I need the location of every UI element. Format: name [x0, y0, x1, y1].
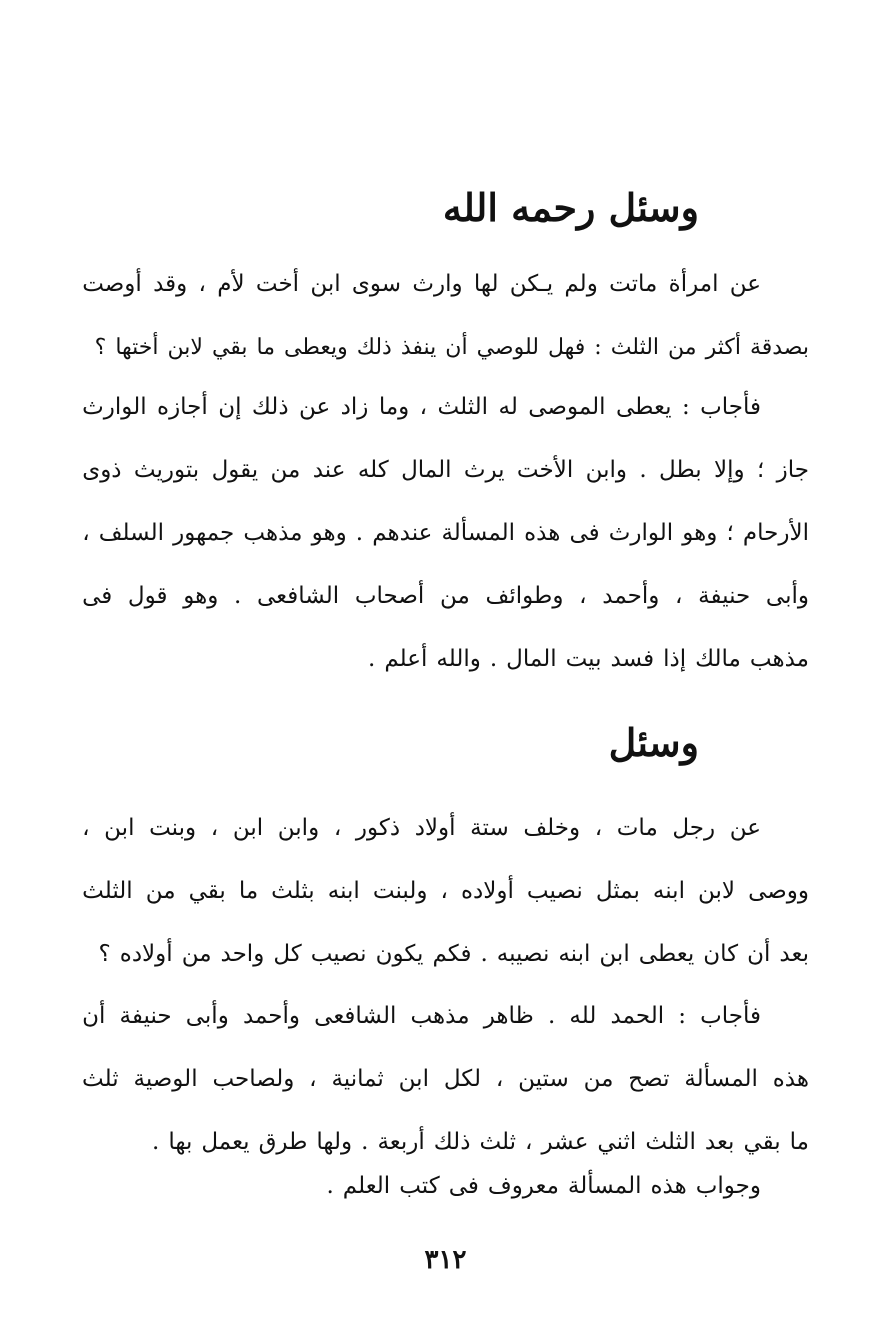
- word: ؛: [726, 520, 734, 546]
- word: لله: [569, 1003, 597, 1029]
- word: ستة: [470, 815, 509, 841]
- word: يعمل: [201, 1129, 250, 1155]
- word: له: [498, 394, 518, 420]
- word: وجواب: [695, 1173, 761, 1199]
- word: ما: [789, 1129, 809, 1155]
- word: فأجاب: [700, 1003, 761, 1029]
- word: .: [355, 520, 364, 546]
- word: أن: [445, 335, 468, 360]
- word: لها: [473, 271, 499, 297]
- word: مذهب: [243, 520, 303, 546]
- word: طرق: [258, 1129, 308, 1155]
- word: العلم: [342, 1173, 391, 1199]
- word: لابن: [698, 878, 736, 904]
- word: نصيب: [526, 878, 583, 904]
- word: قول: [127, 583, 168, 609]
- word: ،: [333, 815, 342, 841]
- section-2-closing: [82, 1155, 809, 1218]
- word: يرث: [463, 457, 505, 483]
- word: الحمد: [610, 1003, 665, 1029]
- text-line: [82, 316, 809, 379]
- word: ابنه: [327, 878, 360, 904]
- word: أجازه: [157, 394, 208, 420]
- word: بعد: [704, 1129, 735, 1155]
- word: عن: [729, 271, 761, 297]
- word: الثلث: [610, 335, 660, 360]
- word: الثلث: [437, 394, 489, 420]
- word: الثلث: [82, 878, 133, 904]
- word: ،: [210, 815, 219, 841]
- word: عن: [298, 394, 331, 420]
- word: وابن: [585, 457, 627, 483]
- word: الشافعى: [314, 1003, 397, 1029]
- page-number: ٣١٢: [424, 1245, 467, 1275]
- word: هذه: [524, 520, 561, 546]
- word: كل: [273, 941, 302, 967]
- word: حنيفة: [698, 583, 751, 609]
- word: :: [594, 335, 602, 360]
- word: بعد: [779, 941, 809, 967]
- text-line: [82, 1048, 809, 1111]
- word: ابن: [398, 1066, 429, 1092]
- word: .: [480, 941, 488, 967]
- word: يكون: [375, 941, 424, 967]
- section-1-answer: [82, 376, 809, 691]
- text-line: [82, 439, 809, 502]
- word: مالك: [695, 646, 741, 672]
- word: معروف: [487, 1173, 559, 1199]
- word: المال: [401, 457, 452, 483]
- word: أوصت: [82, 271, 142, 297]
- word: يـكن: [509, 271, 554, 297]
- word: المسألة: [441, 520, 516, 546]
- section-heading-1: وسئل رحمه الله: [442, 185, 699, 230]
- word: الموصى: [528, 394, 606, 420]
- word: مات: [616, 815, 658, 841]
- word: ذوى: [82, 457, 122, 483]
- word: وطوائف: [485, 583, 564, 609]
- word: الأخت: [516, 457, 574, 483]
- text-line: [82, 376, 809, 439]
- word: بصدقة: [749, 335, 809, 360]
- word: من: [440, 583, 470, 609]
- word: بطل: [659, 457, 702, 483]
- word: .: [547, 1003, 556, 1029]
- word: أولاد: [414, 815, 456, 841]
- word: ويعطى: [284, 335, 348, 360]
- text-line: [82, 797, 809, 860]
- word: ووصى: [748, 878, 809, 904]
- word: جاز: [776, 457, 809, 483]
- word: ولبنت: [372, 878, 428, 904]
- word: ينفذ: [400, 335, 437, 360]
- word: .: [326, 1173, 334, 1199]
- word: بقي: [188, 878, 226, 904]
- word: ولها: [316, 1129, 353, 1155]
- word: وهو: [682, 520, 718, 546]
- word: تصح: [628, 1066, 670, 1092]
- word: ابنه: [652, 878, 685, 904]
- word: .: [368, 646, 376, 672]
- word: لابن: [167, 335, 203, 360]
- word: ظاهر: [483, 1003, 534, 1029]
- word: الوارث: [82, 394, 147, 420]
- word: الشافعى: [257, 583, 340, 609]
- word: بمثل: [595, 878, 640, 904]
- word: وأحمد: [602, 583, 660, 609]
- word: مذهب: [410, 1003, 470, 1029]
- word: وأبى: [185, 1003, 229, 1029]
- word: للوصي: [476, 335, 539, 360]
- word: ما: [256, 335, 276, 360]
- word: عن: [729, 815, 761, 841]
- word: ستين: [518, 1066, 569, 1092]
- word: وأبى: [765, 583, 809, 609]
- word: بقي: [743, 1129, 781, 1155]
- word: من: [181, 941, 212, 967]
- word: الوارث: [608, 520, 674, 546]
- word: ،: [675, 583, 683, 609]
- word: عند: [312, 457, 346, 483]
- word: نصيب: [310, 941, 367, 967]
- word: وقد: [153, 271, 188, 297]
- word: إذا: [663, 646, 687, 672]
- word: ما: [238, 878, 259, 904]
- word: فى: [569, 520, 600, 546]
- word: ،: [440, 878, 448, 904]
- word: أعلم: [384, 646, 428, 672]
- word: ،: [495, 1066, 504, 1092]
- word: ؟: [94, 335, 107, 360]
- word: مذهب: [749, 646, 809, 672]
- word: الأرحام: [742, 520, 809, 546]
- text-line: [82, 985, 809, 1048]
- word: الوصية: [133, 1066, 198, 1092]
- word: أولاده: [460, 878, 514, 904]
- word: ،: [82, 815, 90, 841]
- word: من: [668, 335, 697, 360]
- word: وارث: [412, 271, 463, 297]
- word: :: [681, 394, 690, 420]
- text-line: [82, 253, 809, 316]
- word: حنيفة: [119, 1003, 172, 1029]
- word: واحد: [220, 941, 265, 967]
- word: لكل: [443, 1066, 481, 1092]
- word: كتب: [399, 1173, 440, 1199]
- word: ثلث: [82, 1066, 119, 1092]
- word: وهو: [311, 520, 347, 546]
- word: ،: [579, 583, 587, 609]
- word: ،: [309, 1066, 317, 1092]
- word: وهو: [183, 583, 219, 609]
- word: ،: [198, 271, 206, 297]
- word: .: [639, 457, 647, 483]
- word: امرأة: [668, 271, 719, 297]
- word: نصيبه: [496, 941, 550, 967]
- word: وأحمد: [242, 1003, 301, 1029]
- word: بتوريث: [133, 457, 200, 483]
- word: هذه: [650, 1173, 687, 1199]
- section-2-body: [82, 797, 809, 986]
- word: المسألة: [567, 1173, 642, 1199]
- word: ذلك: [251, 394, 289, 420]
- word: فسد: [610, 646, 655, 672]
- word: بيت: [565, 646, 602, 672]
- word: يعطى: [615, 394, 672, 420]
- word: كان: [703, 941, 739, 967]
- word: أن: [82, 1003, 106, 1029]
- text-line: [82, 1155, 809, 1218]
- word: بقي: [211, 335, 248, 360]
- word: عندهم: [372, 520, 433, 546]
- word: وابن: [277, 815, 320, 841]
- word: :: [678, 1003, 686, 1029]
- word: من: [583, 1066, 614, 1092]
- word: وإلا: [714, 457, 745, 483]
- word: ابن: [599, 941, 630, 967]
- word: سوى: [351, 271, 402, 297]
- word: فى: [448, 1173, 479, 1199]
- word: أولاده: [119, 941, 173, 967]
- word: فى: [82, 583, 113, 609]
- word: فهل: [547, 335, 586, 360]
- word: عشر: [541, 1129, 589, 1155]
- word: إن: [218, 394, 242, 420]
- word: لأم: [217, 271, 245, 297]
- word: أربعة: [377, 1129, 425, 1155]
- word: المال: [506, 646, 557, 672]
- word: وخلف: [523, 815, 581, 841]
- word: ابنه: [558, 941, 591, 967]
- word: ولصاحب: [212, 1066, 295, 1092]
- word: بها: [168, 1129, 193, 1155]
- word: اثني: [597, 1129, 637, 1155]
- word: كله: [357, 457, 389, 483]
- text-line: [82, 502, 809, 565]
- word: أكثر: [705, 335, 741, 360]
- word: .: [361, 1129, 369, 1155]
- word: ؟: [98, 941, 111, 967]
- word: ،: [525, 1129, 533, 1155]
- word: جمهور: [173, 520, 235, 546]
- word: المسألة: [684, 1066, 758, 1092]
- word: من: [145, 878, 176, 904]
- word: ذلك: [433, 1129, 471, 1155]
- word: فكم: [432, 941, 472, 967]
- section-1-body: [82, 253, 809, 379]
- text-line: [82, 860, 809, 923]
- word: ماتت: [609, 271, 658, 297]
- word: ؛: [757, 457, 765, 483]
- word: .: [234, 583, 242, 609]
- word: الثلث: [645, 1129, 696, 1155]
- word: بثلث: [271, 878, 315, 904]
- word: أن: [747, 941, 771, 967]
- word: أختها: [115, 335, 159, 360]
- text-line: [82, 628, 809, 691]
- word: يقول: [211, 457, 259, 483]
- word: أخت: [255, 271, 300, 297]
- word: ثمانية: [331, 1066, 384, 1092]
- section-2-answer: [82, 985, 809, 1174]
- word: فأجاب: [700, 394, 761, 420]
- word: السلف: [98, 520, 165, 546]
- word: ،: [594, 815, 603, 841]
- word: والله: [436, 646, 481, 672]
- word: يعطى: [638, 941, 695, 967]
- section-heading-2: وسئل: [608, 720, 699, 765]
- word: ،: [419, 394, 428, 420]
- word: ابن: [104, 815, 135, 841]
- word: ثلث: [479, 1129, 517, 1155]
- word: وبنت: [149, 815, 197, 841]
- word: من: [270, 457, 301, 483]
- word: هذه: [772, 1066, 809, 1092]
- text-line: [82, 923, 809, 986]
- word: .: [152, 1129, 160, 1155]
- word: ولم: [564, 271, 598, 297]
- word: ابن: [232, 815, 264, 841]
- word: زاد: [340, 394, 369, 420]
- word: ابن: [310, 271, 341, 297]
- text-line: [82, 565, 809, 628]
- word: أصحاب: [354, 583, 425, 609]
- word: وما: [378, 394, 410, 420]
- word: رجل: [672, 815, 716, 841]
- word: .: [489, 646, 498, 672]
- word: ،: [82, 520, 90, 546]
- word: ذكور: [355, 815, 401, 841]
- word: ذلك: [356, 335, 392, 360]
